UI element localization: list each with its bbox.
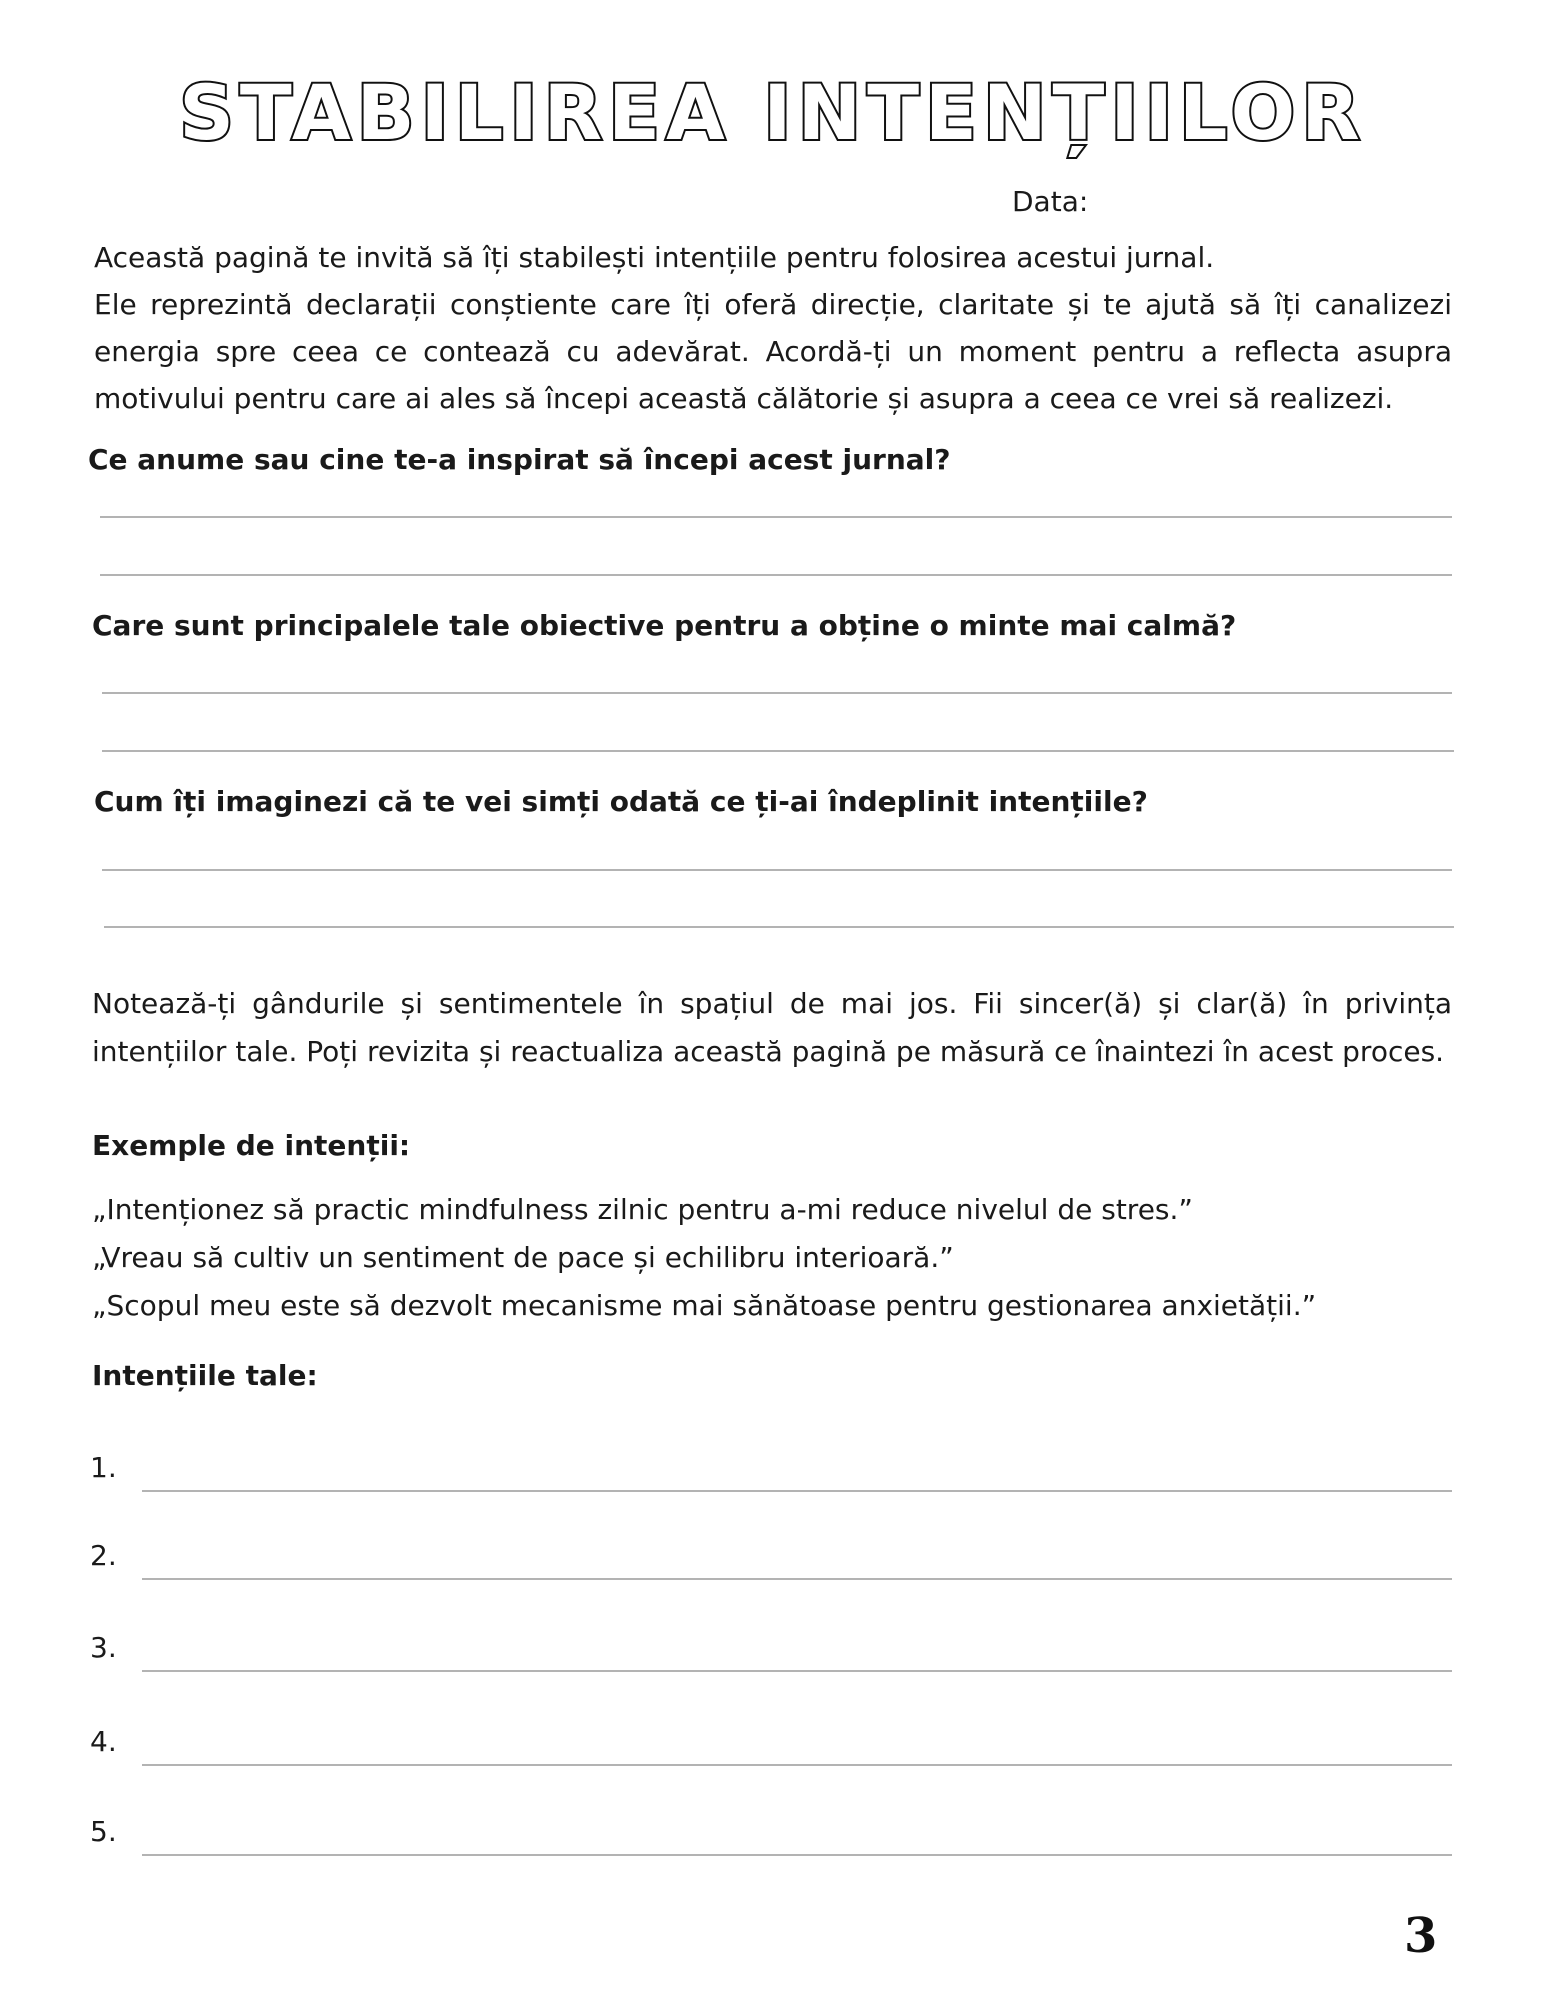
answer-line-2a[interactable] — [102, 692, 1452, 694]
intention-row-2 — [90, 1530, 1452, 1580]
question-objectives: Care sunt principalele tale obiective pentru a obține o minte mai calmă? — [92, 609, 1237, 642]
intention-line-1[interactable] — [142, 1490, 1452, 1492]
page-title: STABILIREA INTENȚIILOR — [179, 68, 1366, 157]
intro-text — [94, 234, 1452, 422]
your-intentions-heading: Intențiile tale: — [92, 1359, 318, 1392]
intention-line-2[interactable] — [142, 1578, 1452, 1580]
answer-line-3a[interactable] — [102, 869, 1452, 871]
intention-number: 1. — [90, 1451, 117, 1484]
date-label: Data: — [1012, 185, 1089, 218]
intention-line-3[interactable] — [142, 1670, 1452, 1672]
intention-number: 4. — [90, 1725, 117, 1758]
examples-list — [92, 1186, 1316, 1330]
example-intention: „Scopul meu este să dezvolt mecanisme mai sănătoase pentru gestionarea anxietății.” — [92, 1289, 1317, 1322]
answer-line-3b[interactable] — [104, 926, 1454, 928]
intro-paragraph-1: Această pagină te invită să îți stabilești intențiile pentru folosirea acestui jurnal. — [94, 241, 1215, 274]
intention-number: 3. — [90, 1631, 117, 1664]
answer-line-1b[interactable] — [100, 574, 1452, 576]
intention-row-3 — [90, 1622, 1452, 1672]
example-intention: „Vreau să cultiv un sentiment de pace și echilibru interioară.” — [92, 1241, 954, 1274]
notes-instructions: Notează-ți gândurile și sentimentele în spațiul de mai jos. Fii sincer(ă) și clar(ă) în privința intențiilor tale. Poți revizita și reactualiza această pagină pe măsură ce înaintezi în acest proces. — [92, 987, 1452, 1068]
example-intention: „Intenționez să practic mindfulness zilnic pentru a-mi reduce nivelul de stres.” — [92, 1193, 1193, 1226]
examples-heading: Exemple de intenții: — [92, 1129, 411, 1162]
answer-line-1a[interactable] — [100, 516, 1452, 518]
intention-number: 2. — [90, 1539, 117, 1572]
intention-line-4[interactable] — [142, 1764, 1452, 1766]
question-inspiration: Ce anume sau cine te-a inspirat să începi acest jurnal? — [88, 443, 951, 476]
intro-paragraph-2: Ele reprezintă declarații conștiente care îți oferă direcție, claritate și te ajută să îți canalizezi energia spre ceea ce contează cu adevărat. Acordă-ți un moment pentru a reflecta asupra motivului pentru care ai ales să începi această călătorie și asupra a ceea ce vrei să realizezi. — [94, 288, 1452, 415]
question-feelings: Cum îți imaginezi că te vei simți odată ce ți-ai îndeplinit intențiile? — [94, 785, 1148, 818]
intention-row-1 — [90, 1442, 1452, 1492]
intention-row-5 — [90, 1806, 1452, 1856]
answer-line-2b[interactable] — [102, 750, 1454, 752]
intention-number: 5. — [90, 1815, 117, 1848]
intention-line-5[interactable] — [142, 1854, 1452, 1856]
intention-row-4 — [90, 1716, 1452, 1766]
page-number: 3 — [1404, 1908, 1438, 1964]
